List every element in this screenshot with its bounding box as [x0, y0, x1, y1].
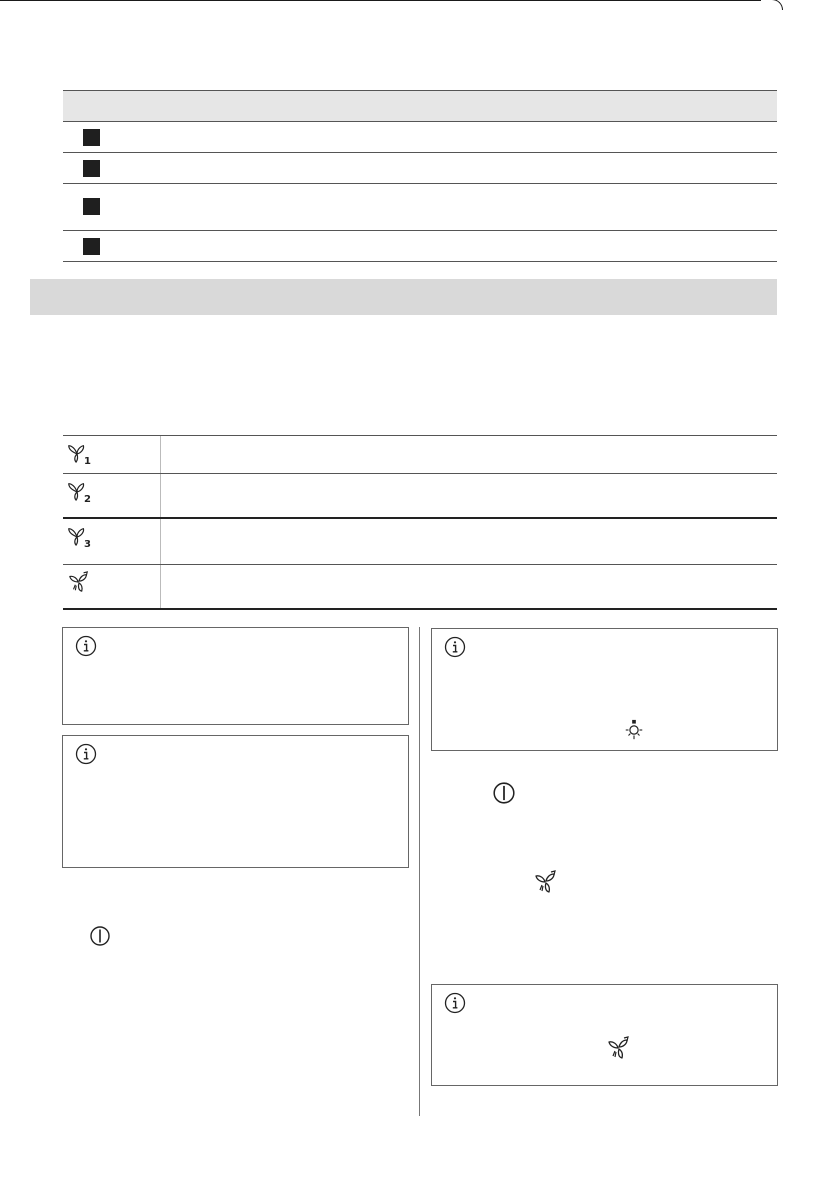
info-icon	[75, 635, 97, 657]
key-table	[63, 90, 777, 262]
info-icon	[444, 636, 466, 658]
fan-speed-3-icon	[66, 525, 94, 549]
info-note-3	[431, 628, 778, 751]
boost-fan-icon	[534, 870, 558, 894]
fan-speed-row-1	[63, 435, 777, 474]
key-row-3	[63, 184, 777, 231]
fan-speed-2-icon	[66, 480, 94, 504]
black-square-icon	[83, 160, 100, 177]
info-icon	[75, 743, 97, 765]
info-note-4	[431, 984, 778, 1086]
svg-text:1: 1	[84, 456, 91, 466]
boost-icon	[66, 571, 94, 595]
top-rule	[0, 0, 839, 1]
key-row-2	[63, 153, 777, 184]
fan-speed-row-3	[63, 519, 777, 565]
info-note-1	[62, 627, 409, 725]
fan-speed-table	[63, 435, 777, 610]
power-icon	[492, 781, 516, 805]
info-icon	[444, 992, 466, 1014]
fan-speed-row-2	[63, 474, 777, 519]
black-square-icon	[83, 238, 100, 255]
fan-speed-1-icon	[66, 442, 94, 466]
black-square-icon	[83, 129, 100, 146]
key-row-1	[63, 122, 777, 153]
fan-speed-row-boost	[63, 565, 777, 610]
boost-fan-icon	[607, 1036, 631, 1060]
svg-text:2: 2	[84, 494, 91, 504]
svg-text:3: 3	[84, 539, 91, 549]
info-note-2	[62, 735, 409, 868]
column-divider	[419, 627, 420, 1116]
key-row-4	[63, 231, 777, 262]
black-square-icon	[83, 198, 100, 215]
power-icon	[89, 925, 111, 947]
key-table-header	[63, 90, 777, 122]
section-heading-band	[30, 279, 777, 315]
light-icon	[623, 719, 645, 741]
